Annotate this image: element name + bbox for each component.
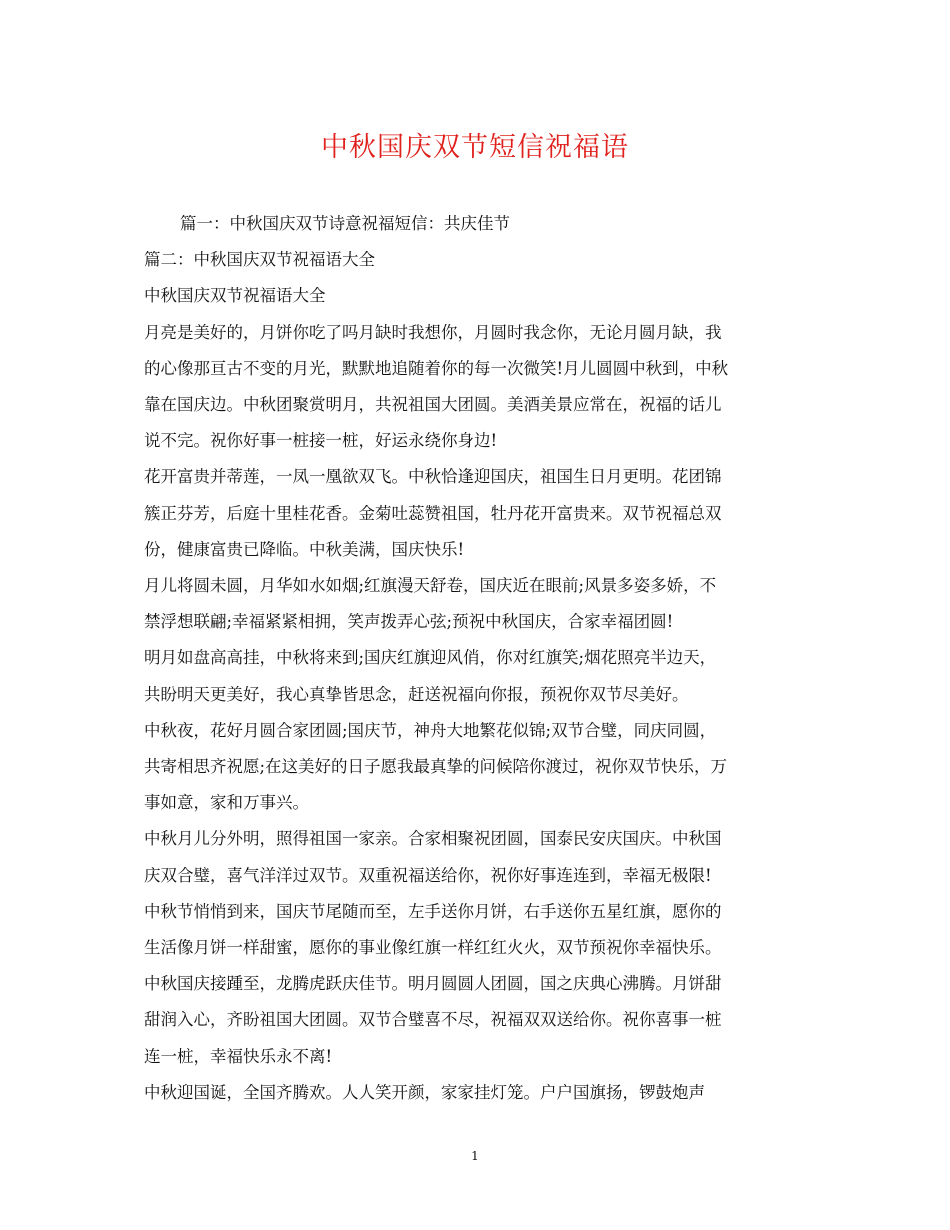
text-line-22: 中秋国庆接踵至，龙腾虎跃庆佳节。明月圆圆人团圆，国之庆典心沸腾。月饼甜 xyxy=(144,974,722,994)
text-line-25: 中秋迎国诞，全国齐腾欢。人人笑开颜，家家挂灯笼。户户国旗扬，锣鼓炮声 xyxy=(144,1082,705,1102)
text-line-13: 明月如盘高高挂，中秋将来到;国庆红旗迎风俏，你对红旗笑;烟花照亮半边天， xyxy=(144,648,717,668)
text-line-10: 份，健康富贵已降临。中秋美满，国庆快乐! xyxy=(144,539,465,559)
text-line-21: 生活像月饼一样甜蜜，愿你的事业像红旗一样红红火火，双节预祝你幸福快乐。 xyxy=(144,938,722,958)
page-number: 1 xyxy=(471,1149,479,1163)
text-line-16: 共寄相思齐祝愿;在这美好的日子愿我最真挚的问候陪你渡过，祝你双节快乐，万 xyxy=(144,757,728,777)
text-line-20: 中秋节悄悄到来，国庆节尾随而至，左手送你月饼，右手送你五星红旗，愿你的 xyxy=(144,901,722,921)
document-body xyxy=(144,206,806,1111)
text-line-6: 靠在国庆边。中秋团聚赏明月，共祝祖国大团圆。美酒美景应常在，祝福的话儿 xyxy=(144,395,722,415)
text-line-7: 说不完。祝你好事一桩接一桩，好运永绕你身边! xyxy=(144,431,498,451)
text-line-14: 共盼明天更美好，我心真挚皆思念，赶送祝福向你报，预祝你双节尽美好。 xyxy=(144,684,689,704)
text-line-9: 簇正芬芳，后庭十里桂花香。金菊吐蕊赞祖国，牡丹花开富贵来。双节祝福总双 xyxy=(144,503,722,523)
text-line-1: 篇一：中秋国庆双节诗意祝福短信：共庆佳节 xyxy=(180,214,510,233)
text-line-8: 花开富贵并蒂莲，一凤一凰欲双飞。中秋恰逢迎国庆，祖国生日月更明。花团锦 xyxy=(144,467,722,487)
text-line-23: 甜润入心，齐盼祖国大团圆。双节合璧喜不尽，祝福双双送给你。祝你喜事一桩 xyxy=(144,1010,722,1030)
document-title: 中秋国庆双节短信祝福语 xyxy=(321,132,629,163)
text-line-24: 连一桩，幸福快乐永不离! xyxy=(144,1046,333,1066)
text-line-4: 月亮是美好的，月饼你吃了吗月缺时我想你，月圆时我念你，无论月圆月缺，我 xyxy=(144,322,722,342)
text-line-12: 禁浮想联翩;幸福紧紧相拥，笑声拨弄心弦;预祝中秋国庆，合家幸福团圆! xyxy=(144,612,674,632)
text-line-15: 中秋夜，花好月圆合家团圆;国庆节，神舟大地繁花似锦;双节合璧，同庆同圆， xyxy=(144,720,717,740)
text-line-11: 月儿将圆未圆，月华如水如烟;红旗漫天舒卷，国庆近在眼前;风景多姿多娇，不 xyxy=(144,576,717,596)
text-line-19: 庆双合璧，喜气洋洋过双节。双重祝福送给你，祝你好事连连到，幸福无极限! xyxy=(144,865,712,885)
text-line-17: 事如意，家和万事兴。 xyxy=(144,793,309,813)
text-line-3: 中秋国庆双节祝福语大全 xyxy=(144,286,326,306)
text-line-18: 中秋月儿分外明，照得祖国一家亲。合家相聚祝团圆，国泰民安庆国庆。中秋国 xyxy=(144,829,722,849)
text-line-2: 篇二：中秋国庆双节祝福语大全 xyxy=(144,250,375,270)
text-line-5: 的心像那亘古不变的月光，默默地追随着你的每一次微笑!月儿圆圆中秋到，中秋 xyxy=(144,358,729,378)
